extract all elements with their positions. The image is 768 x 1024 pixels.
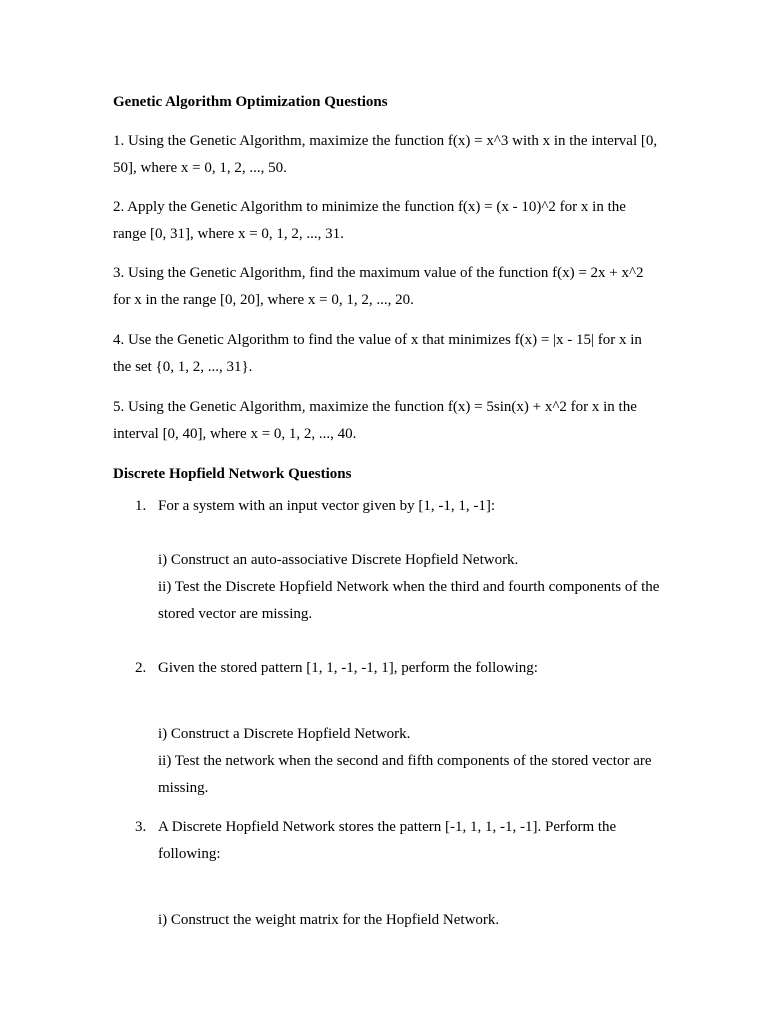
hopfield-item-1-part-ii: ii) Test the Discrete Hopfield Network when the third and fourth components of the stored vector are missing. (158, 579, 660, 622)
hopfield-heading: Discrete Hopfield Network Questions (113, 466, 352, 482)
ga-question-2: 2. Apply the Genetic Algorithm to minimize the function f(x) = (x - 10)^2 for x in the range [0, 31], where x = 0, 1, 2, ..., 31. (113, 199, 626, 242)
ga-question-5: 5. Using the Genetic Algorithm, maximize the function f(x) = 5sin(x) + x^2 for x in the interval [0, 40], where x = 0, 1, 2, ..., 40. (113, 399, 637, 442)
hopfield-item-2-part-i: i) Construct a Discrete Hopfield Network. (158, 726, 411, 742)
ga-question-1: 1. Using the Genetic Algorithm, maximize the function f(x) = x^3 with x in the interval [0, 50], where x = 0, 1, 2, ..., 50. (113, 133, 658, 176)
hopfield-item-3-part-i: i) Construct the weight matrix for the Hopfield Network. (158, 912, 500, 928)
hopfield-item-3-intro: A Discrete Hopfield Network stores the pattern [-1, 1, 1, -1, -1]. Perform the following: (158, 819, 617, 862)
list-number: 2. (135, 660, 147, 676)
hopfield-item-2-part-ii: ii) Test the network when the second and fifth components of the stored vector are missing. (158, 753, 652, 796)
list-number: 1. (135, 498, 147, 514)
hopfield-item-1-intro: For a system with an input vector given by [1, -1, 1, -1]: (158, 498, 496, 514)
hopfield-item-1-part-i: i) Construct an auto-associative Discrete Hopfield Network. (158, 552, 519, 568)
hopfield-item-2-intro: Given the stored pattern [1, 1, -1, -1, 1], perform the following: (158, 660, 538, 676)
genetic-algorithm-heading: Genetic Algorithm Optimization Questions (113, 94, 388, 110)
ga-question-4: 4. Use the Genetic Algorithm to find the value of x that minimizes f(x) = |x - 15| for x in the set {0, 1, 2, ..., 31}. (113, 332, 642, 375)
list-number: 3. (135, 819, 147, 835)
ga-question-3: 3. Using the Genetic Algorithm, find the maximum value of the function f(x) = 2x + x^2 for x in the range [0, 20], where x = 0, 1, 2, ..., 20. (113, 265, 644, 308)
